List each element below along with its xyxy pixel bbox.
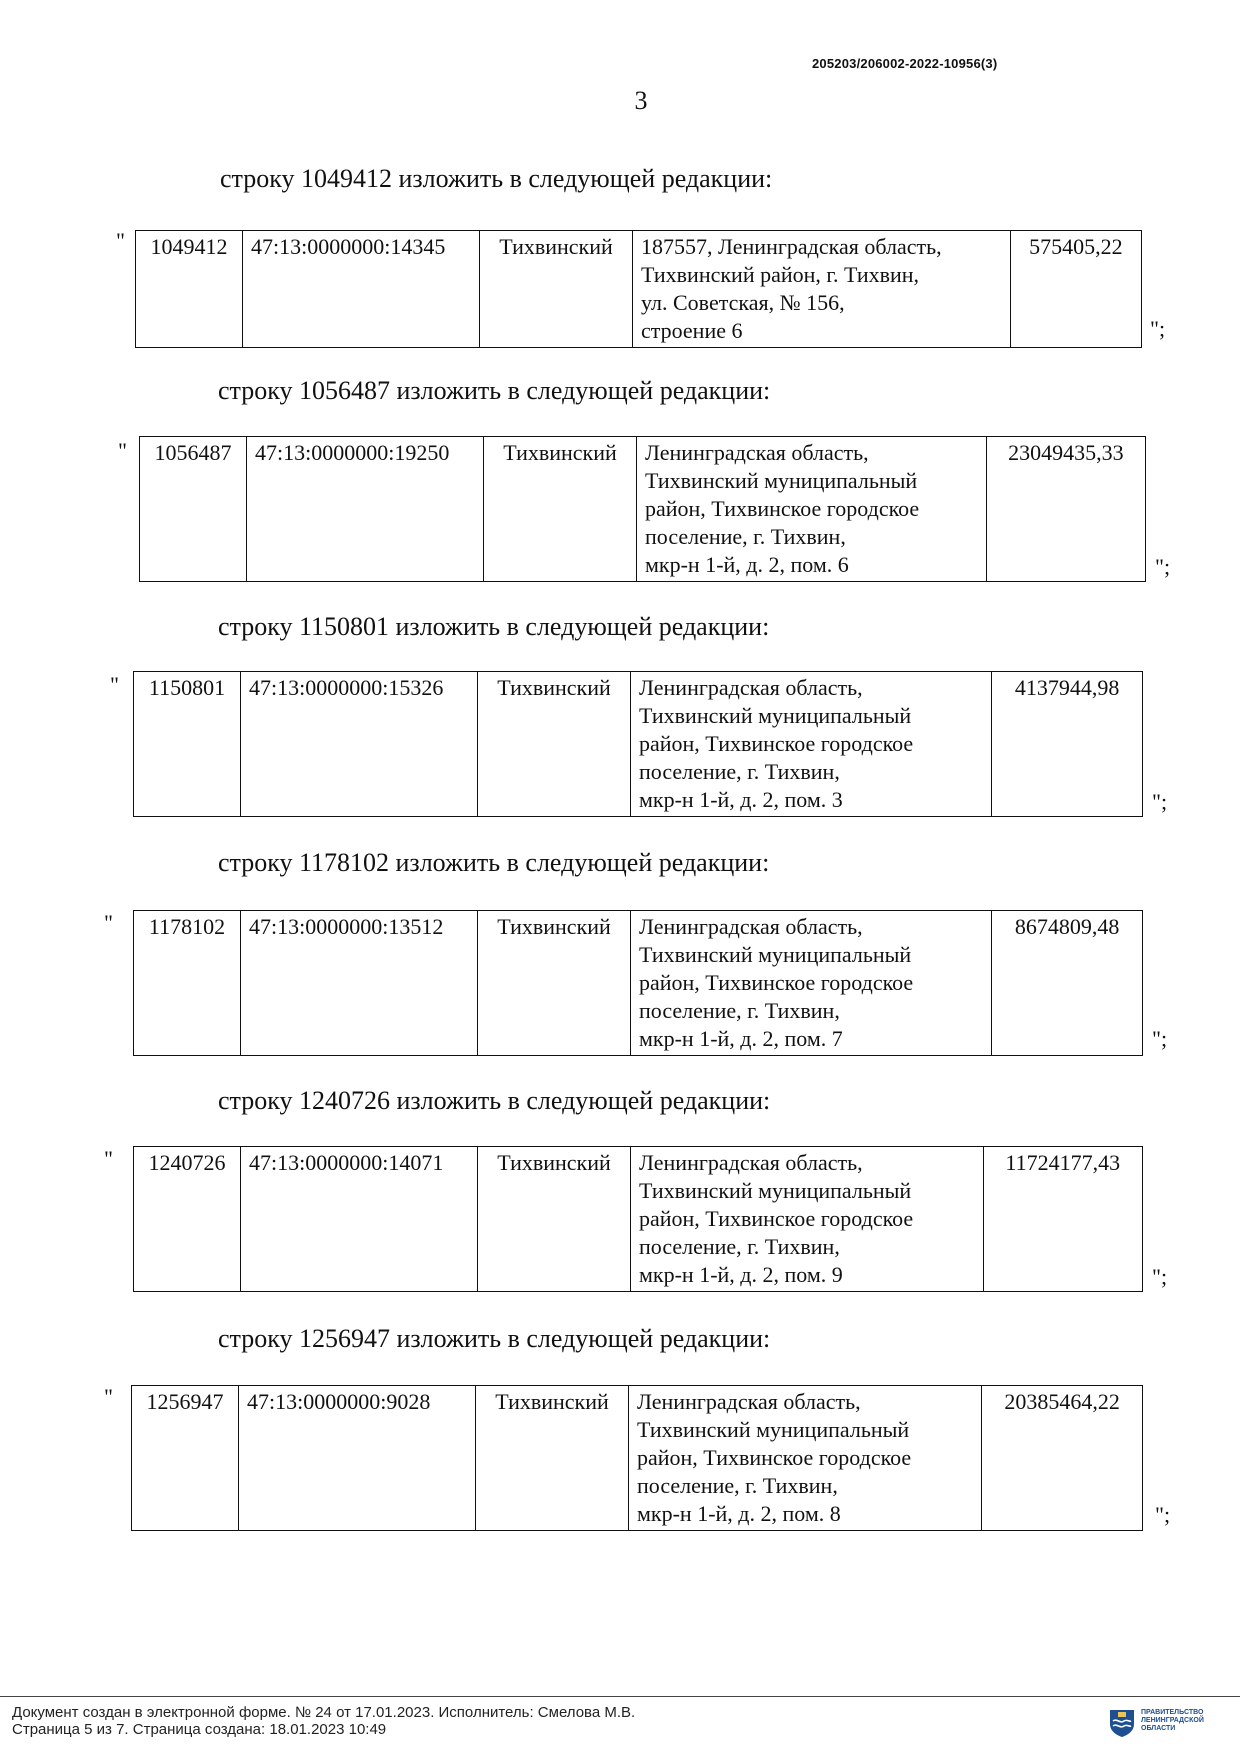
open-quote: " [116, 228, 125, 253]
address-line: мкр-н 1-й, д. 2, пом. 9 [639, 1262, 843, 1287]
footer-text [12, 1704, 635, 1738]
address-line: ул. Советская, № 156, [641, 290, 845, 315]
footer-line-2: Страница 5 из 7. Страница создана: 18.01.2023 10:49 [12, 1721, 387, 1738]
entry-number: 1256947 [132, 1386, 239, 1531]
address-line: район, Тихвинское городское [639, 970, 914, 995]
address [631, 1147, 984, 1292]
cadastral-value: 4137944,98 [992, 672, 1143, 817]
district: Тихвинский [476, 1386, 629, 1531]
address-line: мкр-н 1-й, д. 2, пом. 6 [645, 552, 849, 577]
cadastral-number: 47:13:0000000:15326 [241, 672, 478, 817]
district: Тихвинский [484, 437, 637, 582]
entry-number: 1240726 [134, 1147, 241, 1292]
district: Тихвинский [478, 1147, 631, 1292]
address-line: район, Тихвинское городское [639, 1206, 914, 1231]
address-line: Тихвинский муниципальный [645, 468, 918, 493]
entry-number: 1150801 [134, 672, 241, 817]
entry-intro: строку 1256947 изложить в следующей редакции: [218, 1324, 771, 1353]
close-quote: "; [1150, 316, 1166, 341]
address-line: поселение, г. Тихвин, [639, 998, 840, 1023]
close-quote: "; [1152, 1264, 1168, 1289]
address [631, 672, 992, 817]
cadastral-number: 47:13:0000000:13512 [241, 911, 478, 1056]
close-quote: "; [1155, 554, 1171, 579]
entry-table [133, 1146, 1143, 1292]
address-line: Тихвинский муниципальный [639, 1178, 912, 1203]
document-id: 205203/206002-2022-10956(3) [812, 56, 998, 71]
address [637, 437, 987, 582]
address-line: Ленинградская область, [639, 914, 863, 939]
address-line: строение 6 [641, 318, 743, 343]
address-line: поселение, г. Тихвин, [639, 1234, 840, 1259]
cadastral-value: 575405,22 [1010, 231, 1141, 348]
open-quote: " [104, 1146, 113, 1171]
address-line: Тихвинский муниципальный [637, 1417, 910, 1442]
address-line: мкр-н 1-й, д. 2, пом. 3 [639, 787, 843, 812]
cadastral-value: 23049435,33 [986, 437, 1145, 582]
entry-table [133, 910, 1143, 1056]
address-line: район, Тихвинское городское [637, 1445, 912, 1470]
entry-table [135, 230, 1142, 348]
address-line: район, Тихвинское городское [639, 731, 914, 756]
cadastral-value: 11724177,43 [983, 1147, 1142, 1292]
cadastral-number: 47:13:0000000:14345 [243, 231, 480, 348]
address-line: Ленинградская область, [639, 675, 863, 700]
address [633, 231, 1011, 348]
address-line: мкр-н 1-й, д. 2, пом. 8 [637, 1501, 841, 1526]
address-line: Тихвинский район, г. Тихвин, [641, 262, 920, 287]
page-number: 3 [634, 86, 648, 115]
cadastral-number: 47:13:0000000:14071 [241, 1147, 478, 1292]
government-logo [1108, 1705, 1234, 1741]
address-line: поселение, г. Тихвин, [637, 1473, 838, 1498]
address-line: поселение, г. Тихвин, [639, 759, 840, 784]
address-line: район, Тихвинское городское [645, 496, 920, 521]
cadastral-value: 8674809,48 [992, 911, 1143, 1056]
address-line: поселение, г. Тихвин, [645, 524, 846, 549]
address-line: Ленинградская область, [637, 1389, 861, 1414]
address-line: 187557, Ленинградская область, [641, 234, 942, 259]
footer-line-1: Документ создан в электронной форме. № 24 от 17.01.2023. Исполнитель: Смелова М.В. [12, 1704, 636, 1721]
entry-number: 1049412 [136, 231, 243, 348]
logo-line: ПРАВИТЕЛЬСТВО [1141, 1709, 1204, 1716]
cadastral-number: 47:13:0000000:9028 [239, 1386, 476, 1531]
district: Тихвинский [478, 911, 631, 1056]
close-quote: "; [1152, 789, 1168, 814]
entry-intro: строку 1240726 изложить в следующей редакции: [218, 1086, 771, 1115]
cadastral-value: 20385464,22 [982, 1386, 1143, 1531]
coat-of-arms-icon [1108, 1708, 1136, 1738]
close-quote: "; [1152, 1026, 1168, 1051]
address-line: мкр-н 1-й, д. 2, пом. 7 [639, 1026, 843, 1051]
open-quote: " [110, 672, 119, 697]
entry-number: 1056487 [140, 437, 247, 582]
entry-table [133, 671, 1143, 817]
entry-intro: строку 1049412 изложить в следующей редакции: [220, 164, 773, 193]
address [629, 1386, 982, 1531]
open-quote: " [104, 1384, 113, 1409]
address-line: Ленинградская область, [645, 440, 869, 465]
open-quote: " [118, 438, 127, 463]
cadastral-number: 47:13:0000000:19250 [247, 437, 484, 582]
district: Тихвинский [480, 231, 633, 348]
logo-line: ЛЕНИНГРАДСКОЙ [1141, 1717, 1204, 1724]
entry-table [131, 1385, 1143, 1531]
close-quote: "; [1155, 1502, 1171, 1527]
entry-table [139, 436, 1146, 582]
logo-text [1141, 1709, 1204, 1733]
document-footer [0, 1696, 1240, 1756]
logo-line: ОБЛАСТИ [1141, 1725, 1176, 1732]
entry-intro: строку 1178102 изложить в следующей редакции: [218, 848, 770, 877]
district: Тихвинский [478, 672, 631, 817]
entry-intro: строку 1056487 изложить в следующей редакции: [218, 376, 771, 405]
address-line: Ленинградская область, [639, 1150, 863, 1175]
address-line: Тихвинский муниципальный [639, 942, 912, 967]
entry-number: 1178102 [134, 911, 241, 1056]
address [631, 911, 992, 1056]
address-line: Тихвинский муниципальный [639, 703, 912, 728]
open-quote: " [104, 910, 113, 935]
entry-intro: строку 1150801 изложить в следующей редакции: [218, 612, 770, 641]
